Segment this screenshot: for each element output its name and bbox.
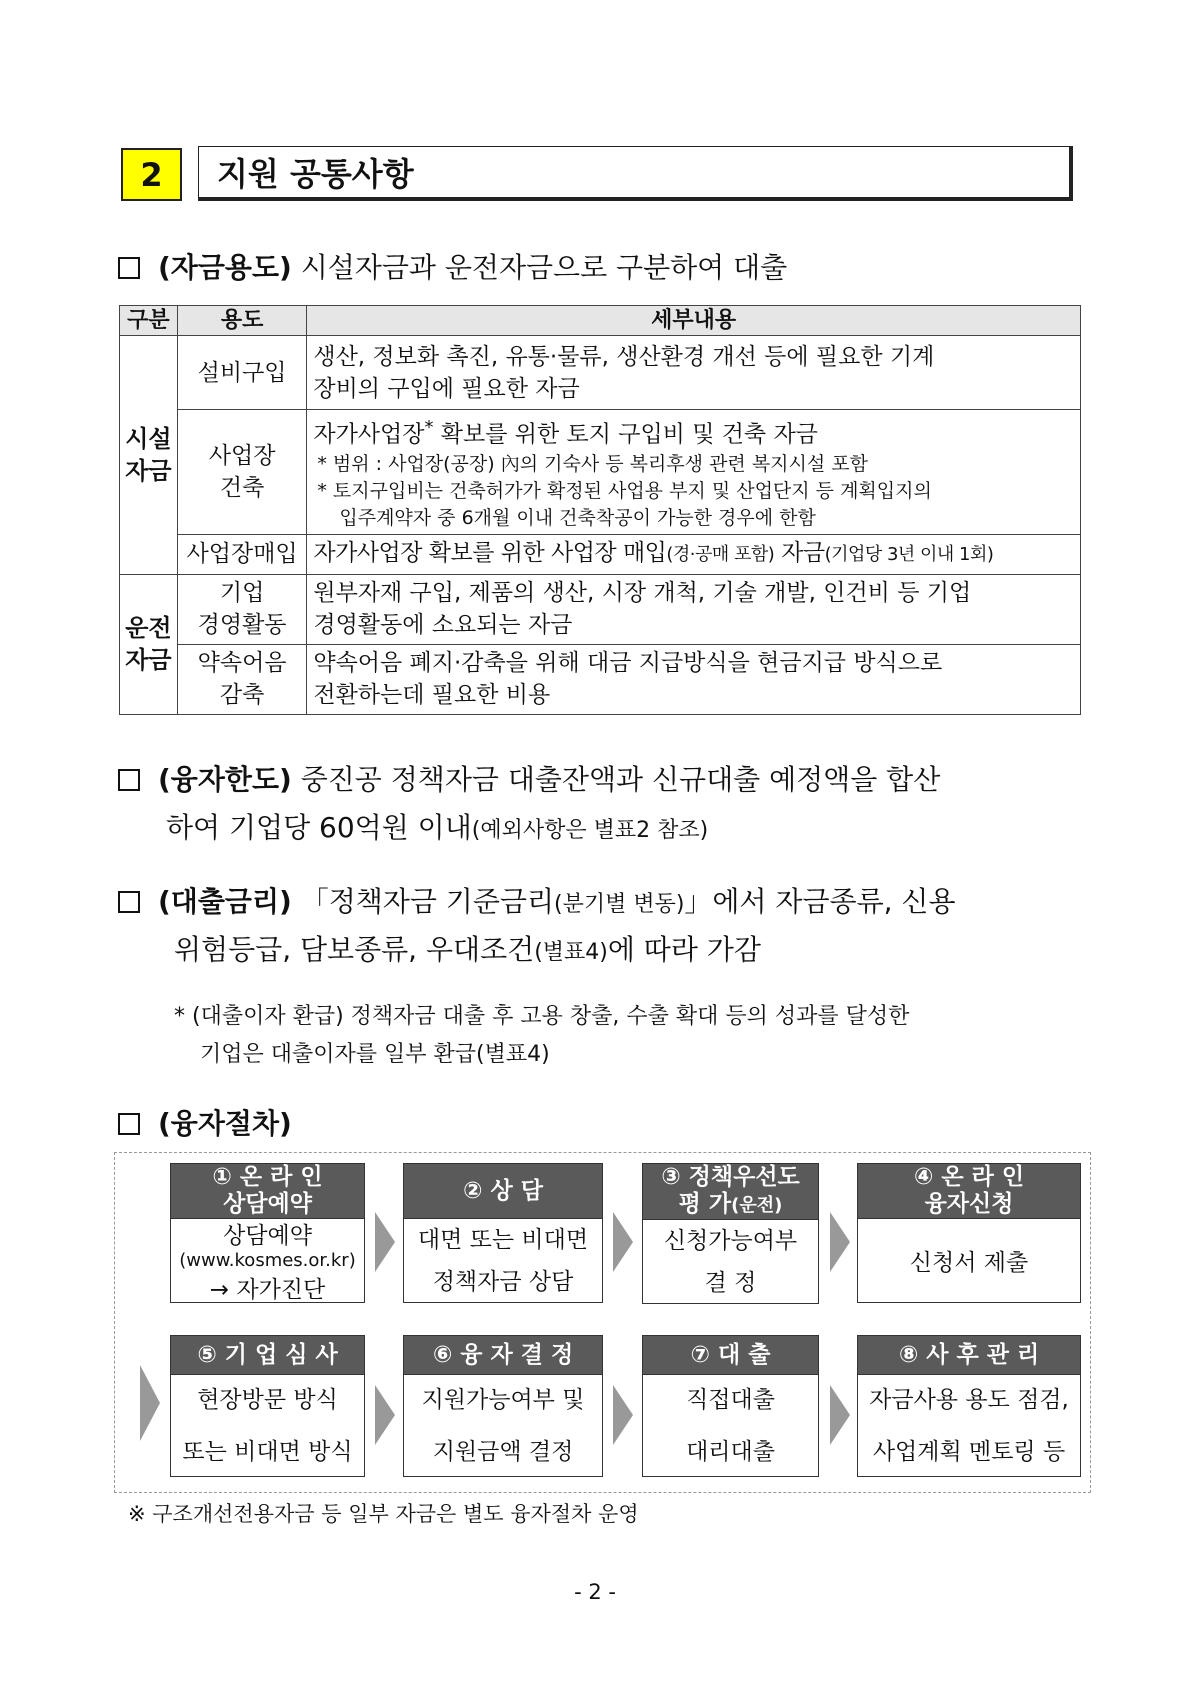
- use-line: 약속어음: [197, 650, 287, 677]
- footnote-mark: *: [424, 417, 434, 438]
- category-line: 자금: [125, 646, 172, 675]
- detail-text: 자가사업장 확보를 위한 사업장 매입: [313, 540, 667, 567]
- procedure-footnote: ※ 구조개선전용자금 등 일부 자금은 별도 융자절차 운영: [128, 1502, 639, 1526]
- use-line: 기업: [219, 580, 265, 607]
- use-promissory: [177, 644, 307, 714]
- detail-small: (기업당 3년 이내 1회): [824, 544, 994, 566]
- category-line: 자금: [125, 456, 172, 485]
- detail-line: 원부자재 구입, 제품의 생산, 시장 개척, 기술 개발, 인건비 등 기업: [313, 580, 972, 607]
- detail-business: [307, 574, 1081, 644]
- step-body: [403, 1219, 603, 1303]
- arrow-right-icon: [375, 1212, 395, 1272]
- step-header: [642, 1163, 819, 1220]
- step-title: ④ 온 라 인: [913, 1164, 1025, 1190]
- use-line: 경영활동: [197, 612, 287, 639]
- loan-limit-cont: [166, 804, 708, 855]
- step-header: ⑤ 기 업 심 사: [170, 1335, 365, 1375]
- step-6: [403, 1335, 603, 1477]
- step-text: 결 정: [704, 1269, 757, 1296]
- step-text: 지원가능여부 및: [421, 1386, 585, 1413]
- step-text: 상담예약: [223, 1223, 312, 1249]
- arrow-right-icon: [613, 1212, 633, 1272]
- step-text: 정책자금 상담: [432, 1268, 574, 1295]
- arrow-right-icon: [375, 1385, 395, 1445]
- step-text: → 자가진단: [209, 1277, 326, 1303]
- procedure-bullet: [118, 1100, 292, 1148]
- step-body: [642, 1220, 819, 1304]
- loan-limit-exception: (예외사항은 별표2 참조): [471, 818, 709, 843]
- step-7: [642, 1335, 819, 1477]
- interest-text: 」에서 자금종류, 신용: [684, 885, 956, 918]
- detail-small: (경·공매 포함): [666, 544, 775, 566]
- step-text: 직접대출: [686, 1386, 775, 1413]
- step-header: ⑧ 사 후 관 리: [857, 1335, 1081, 1375]
- fund-use-bullet: [118, 244, 787, 292]
- table-header-category: 구분: [120, 306, 178, 336]
- fund-use-text: 시설자금과 운전자금으로 구분하여 대출: [300, 251, 788, 284]
- interest-text: 위험등급, 담보종류, 우대조건: [174, 933, 535, 966]
- arrow-right-icon: [140, 1365, 160, 1441]
- refund-note-line: 기업은 대출이자를 일부 환급(별표4): [200, 1042, 550, 1067]
- section-number: 2: [121, 148, 182, 201]
- step-8: [857, 1335, 1081, 1477]
- section-title: 지원 공통사항: [198, 146, 1073, 201]
- step-header: ⑥ 융 자 결 정: [403, 1335, 603, 1375]
- table-header-detail: 세부내용: [307, 306, 1081, 336]
- step-title: ① 온 라 인: [212, 1164, 323, 1190]
- loan-limit-label: (융자한도): [158, 763, 292, 796]
- step-text: 또는 비대면 방식: [182, 1438, 353, 1465]
- step-body: [170, 1219, 365, 1303]
- detail-purchase: [307, 534, 1081, 574]
- interest-text: 「정책자금 기준금리: [300, 885, 554, 918]
- use-construction: [177, 410, 307, 535]
- use-business: [177, 574, 307, 644]
- checkbox-icon: [118, 769, 140, 791]
- step-text: 현장방문 방식: [197, 1386, 338, 1413]
- step-url: (www.kosmes.or.kr): [179, 1250, 356, 1271]
- page-number: - 2 -: [574, 1580, 616, 1604]
- step-header: ② 상 담: [403, 1163, 603, 1219]
- step-body: [857, 1375, 1081, 1477]
- detail-equipment: [307, 336, 1081, 410]
- loan-limit-line2: 하여 기업당 60억원 이내: [166, 811, 472, 844]
- step-text: 자금사용 용도 점검,: [869, 1386, 1069, 1413]
- use-line: 건축: [219, 474, 265, 501]
- category-facility: [120, 336, 178, 575]
- step-body: [403, 1375, 603, 1477]
- refund-note: [174, 998, 1086, 1074]
- fund-use-label: (자금용도): [158, 251, 292, 284]
- step-title: 평 가: [678, 1191, 732, 1217]
- detail-line: 장비의 구입에 필요한 자금: [313, 375, 580, 402]
- loan-limit-line1: 중진공 정책자금 대출잔액과 신규대출 예정액을 합산: [300, 763, 941, 796]
- step-5: [170, 1335, 365, 1477]
- loan-limit-bullet: [118, 756, 940, 804]
- interest-cont: [174, 926, 761, 977]
- note-scope: * 범위 : 사업장(공장) 內의 기숙사 등 복리후생 관련 복지시설 포함: [317, 452, 868, 475]
- table-header-use: 용도: [177, 306, 307, 336]
- detail-text: 자가사업장: [313, 421, 425, 448]
- checkbox-icon: [118, 1113, 140, 1135]
- step-title: 상담예약: [223, 1191, 312, 1217]
- checkbox-icon: [118, 891, 140, 913]
- use-line: 사업장: [208, 442, 276, 469]
- procedure-label: (융자절차): [158, 1107, 292, 1140]
- step-title: 융자신청: [924, 1191, 1014, 1217]
- step-header: [170, 1163, 365, 1219]
- detail-promissory: [307, 644, 1081, 714]
- category-line: 운전: [125, 614, 172, 643]
- category-operating: [120, 574, 178, 714]
- detail-line: 생산, 정보화 촉진, 유통·물류, 생산환경 개선 등에 필요한 기계: [313, 343, 935, 370]
- arrow-right-icon: [613, 1385, 633, 1445]
- step-text: 신청서 제출: [909, 1250, 1029, 1276]
- step-body: [642, 1375, 819, 1477]
- interest-label: (대출금리): [158, 885, 292, 918]
- step-text: 대면 또는 비대면: [417, 1226, 589, 1253]
- step-header: ⑦ 대 출: [642, 1335, 819, 1375]
- step-4: [857, 1163, 1081, 1303]
- step-2: [403, 1163, 603, 1303]
- step-3: [642, 1163, 819, 1304]
- use-line: 감축: [219, 682, 265, 709]
- detail-line: 경영활동에 소요되는 자금: [313, 612, 573, 639]
- fund-use-table: [119, 305, 1081, 715]
- step-title: ③ 정책우선도: [661, 1164, 800, 1190]
- checkbox-icon: [118, 257, 140, 279]
- step-body: [170, 1375, 365, 1477]
- step-text: 신청가능여부: [663, 1227, 798, 1254]
- step-text: 사업계획 멘토링 등: [872, 1438, 1066, 1465]
- detail-line: 약속어음 폐지·감축을 위해 대금 지급방식을 현금지급 방식으로: [313, 650, 943, 677]
- detail-line: 전환하는데 필요한 비용: [313, 682, 551, 709]
- interest-text: 에 따라 가감: [607, 933, 761, 966]
- interest-small: (별표4): [534, 940, 608, 965]
- arrow-right-icon: [830, 1385, 850, 1445]
- refund-note-line: * (대출이자 환급) 정책자금 대출 후 고용 창출, 수출 확대 등의 성과를 달성한: [174, 1004, 910, 1029]
- arrow-right-icon: [830, 1212, 850, 1272]
- detail-text: 확보를 위한 토지 구입비 및 건축 자금: [433, 421, 818, 448]
- step-text: 지원금액 결정: [432, 1438, 574, 1465]
- interest-bullet: [118, 878, 956, 929]
- detail-construction: [307, 410, 1081, 535]
- step-title-small: (운전): [731, 1195, 783, 1216]
- use-equipment: 설비구입: [177, 336, 307, 410]
- category-line: 시설: [125, 424, 172, 453]
- note-land-cont: 입주계약자 중 6개월 이내 건축착공이 가능한 경우에 한함: [339, 506, 816, 529]
- note-land: * 토지구입비는 건축허가가 확정된 사업용 부지 및 산업단지 등 계획입지의: [317, 479, 932, 502]
- interest-small: (분기별 변동): [554, 892, 685, 917]
- step-body: [857, 1219, 1081, 1303]
- step-1: [170, 1163, 365, 1303]
- step-header: [857, 1163, 1081, 1219]
- detail-text: 자금: [774, 540, 825, 567]
- use-purchase: 사업장매입: [177, 534, 307, 574]
- step-text: 대리대출: [686, 1438, 775, 1465]
